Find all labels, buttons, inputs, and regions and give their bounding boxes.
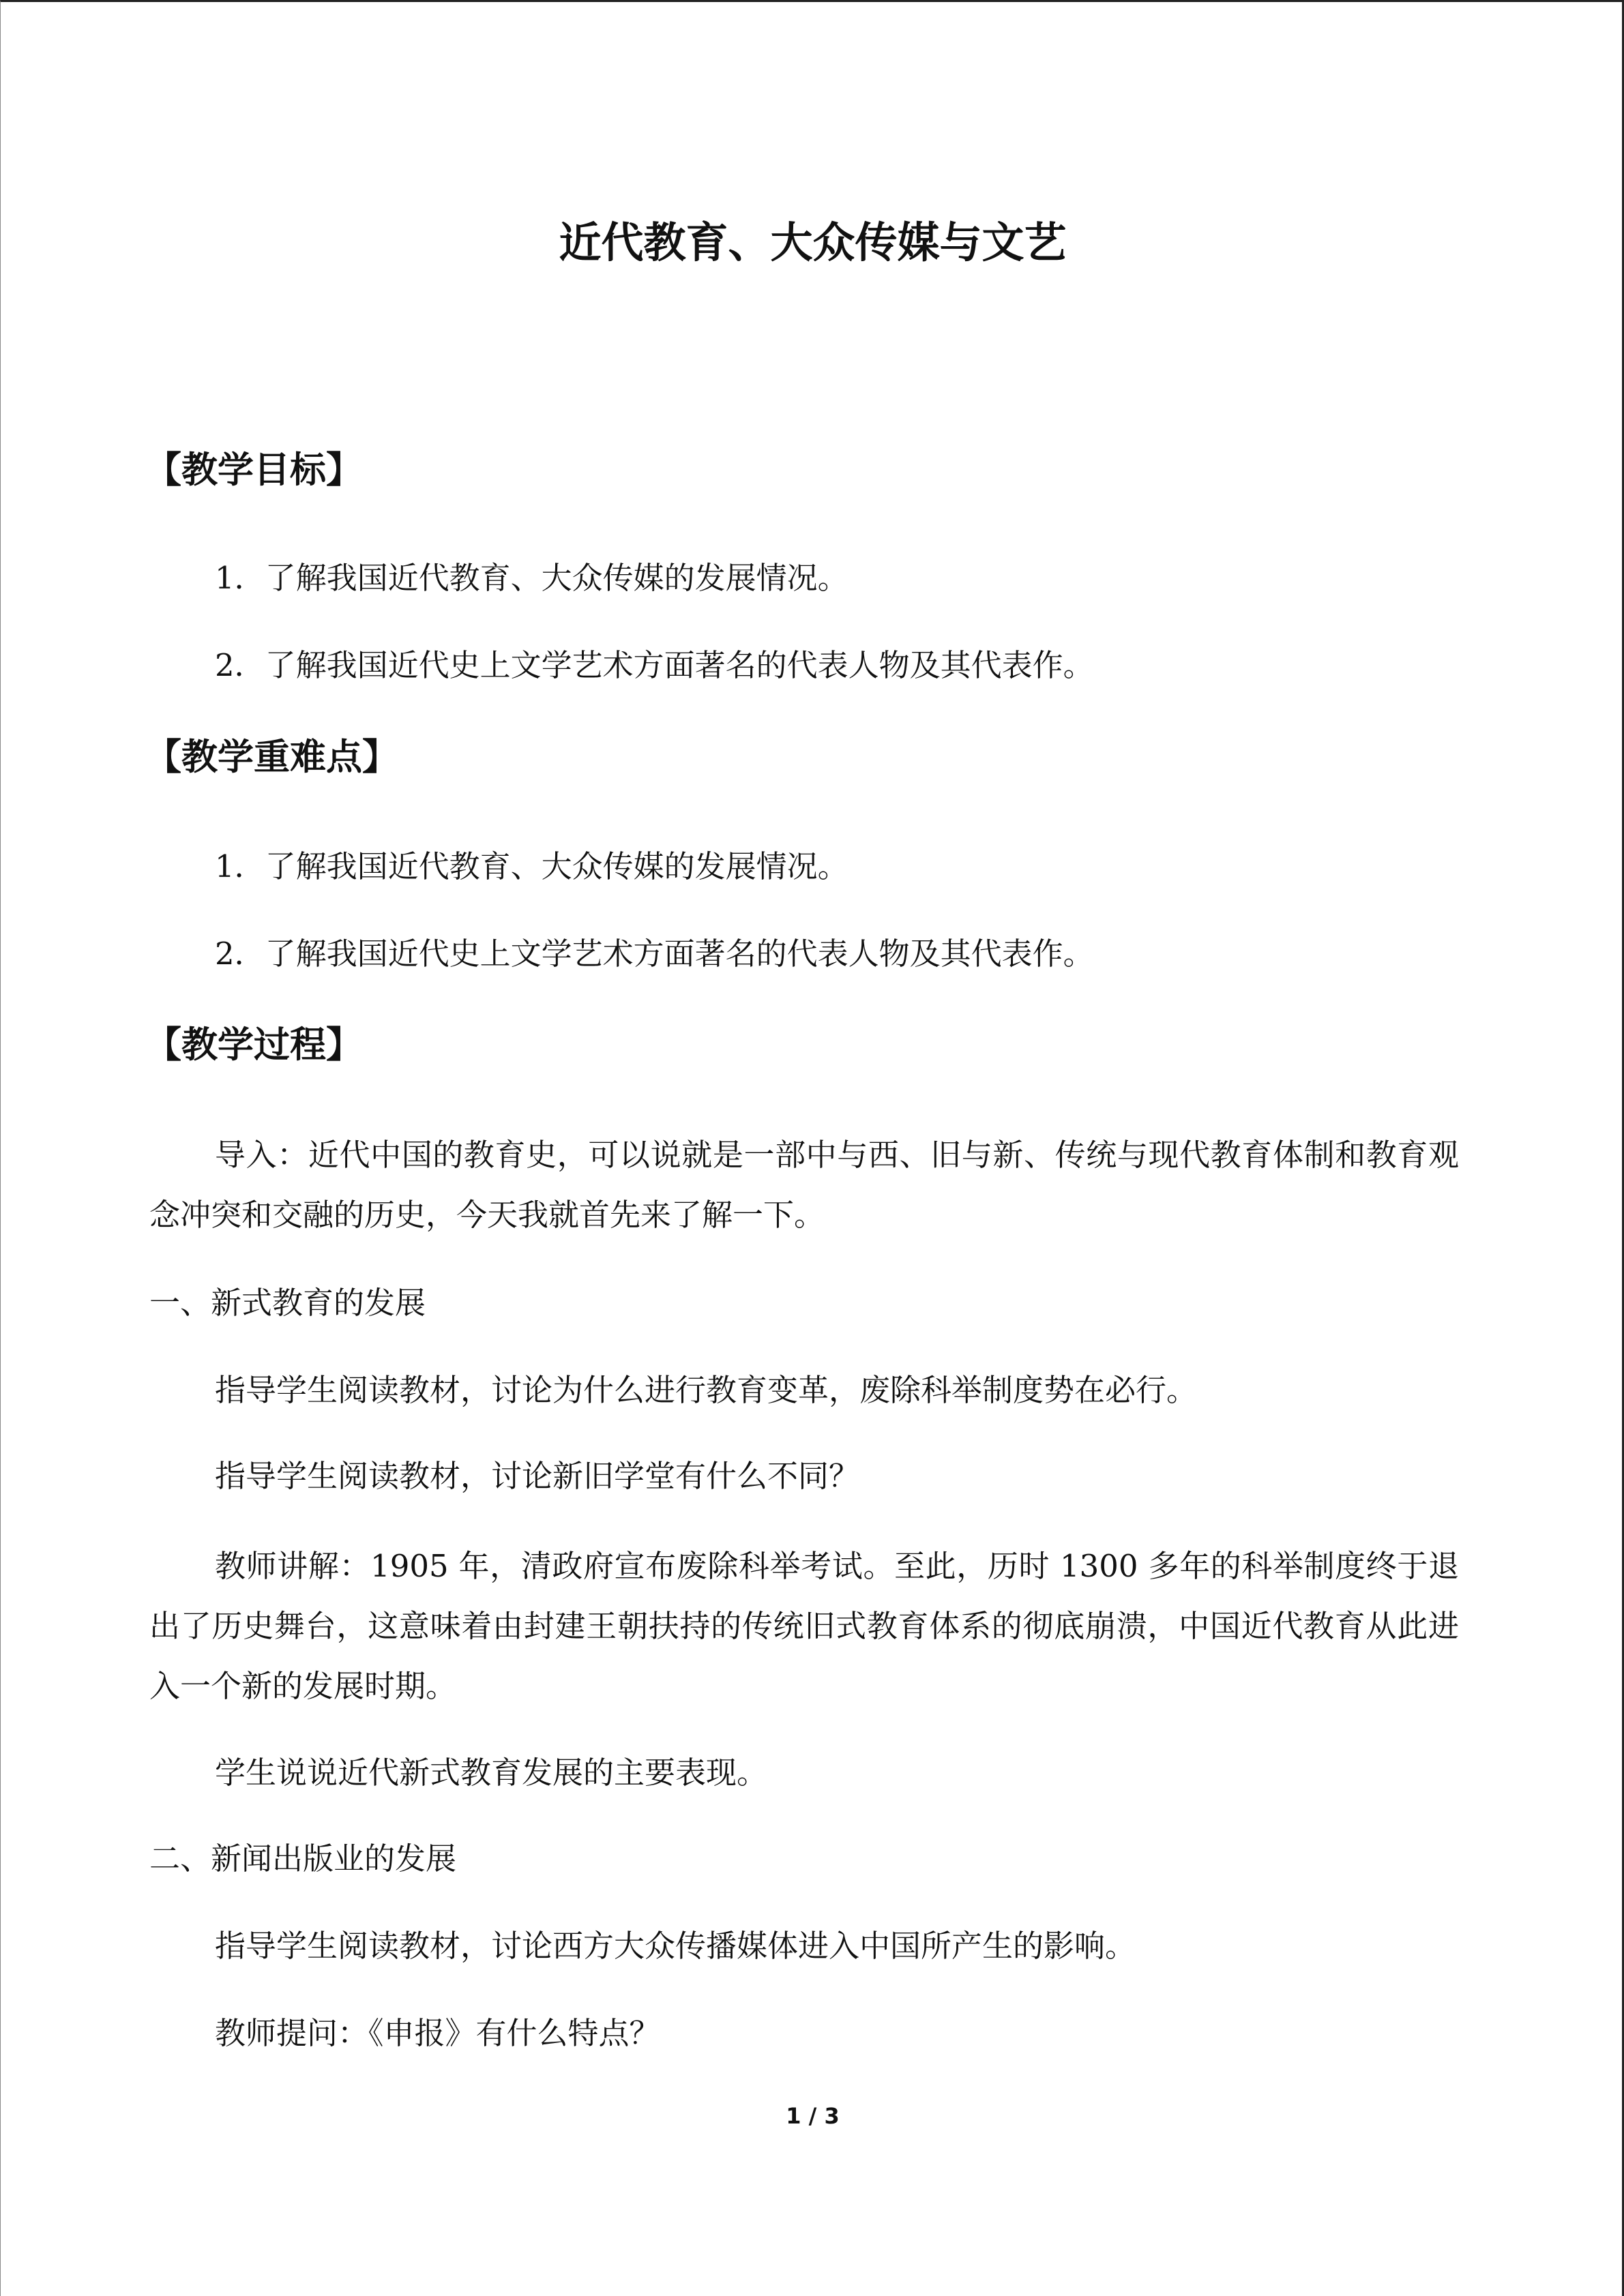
section-1-paragraph-3: 教师讲解：1905 年，清政府宣布废除科举考试。至此，历时 1300 多年的科举制度终于退出了历史舞台，这意味着由封建王朝扶持的传统旧式教育体系的彻底崩溃，中国近代教育从此进入一个新的发展时期。 bbox=[149, 1548, 1459, 1704]
section-1-paragraph-4: 学生说说近代新式教育发展的主要表现。 bbox=[215, 1755, 768, 1791]
section-2-paragraph-1: 指导学生阅读教材，讨论西方大众传播媒体进入中国所产生的影响。 bbox=[215, 1928, 1136, 1964]
section-2-paragraph-2: 教师提问：《申报》有什么特点？ bbox=[215, 2015, 660, 2051]
section-2-title: 二、新闻出版业的发展 bbox=[149, 1840, 457, 1877]
page-number: 1 / 3 bbox=[786, 2103, 840, 2129]
section-1-title: 一、新式教育的发展 bbox=[149, 1285, 426, 1321]
objectives-heading: 【教学目标】 bbox=[145, 449, 362, 491]
key-point-item-2: 2．了解我国近代史上文学艺术方面著名的代表人物及其代表作。 bbox=[215, 936, 1094, 972]
objective-item-1: 1．了解我国近代教育、大众传媒的发展情况。 bbox=[215, 560, 848, 596]
process-intro-paragraph: 导入：近代中国的教育史，可以说就是一部中与西、旧与新、传统与现代教育体制和教育观念冲突和交融的历史，今天我就首先来了解一下。 bbox=[149, 1137, 1459, 1233]
objective-item-2: 2．了解我国近代史上文学艺术方面著名的代表人物及其代表作。 bbox=[215, 647, 1094, 683]
key-points-heading: 【教学重难点】 bbox=[145, 736, 398, 778]
key-point-item-1: 1．了解我国近代教育、大众传媒的发展情况。 bbox=[215, 848, 848, 884]
process-heading: 【教学过程】 bbox=[145, 1024, 362, 1066]
section-1-paragraph-1: 指导学生阅读教材，讨论为什么进行教育变革，废除科举制度势在必行。 bbox=[215, 1372, 1198, 1408]
section-1-paragraph-2: 指导学生阅读教材，讨论新旧学堂有什么不同？ bbox=[215, 1458, 860, 1494]
document-title: 近代教育、大众传媒与文艺 bbox=[559, 218, 1067, 267]
